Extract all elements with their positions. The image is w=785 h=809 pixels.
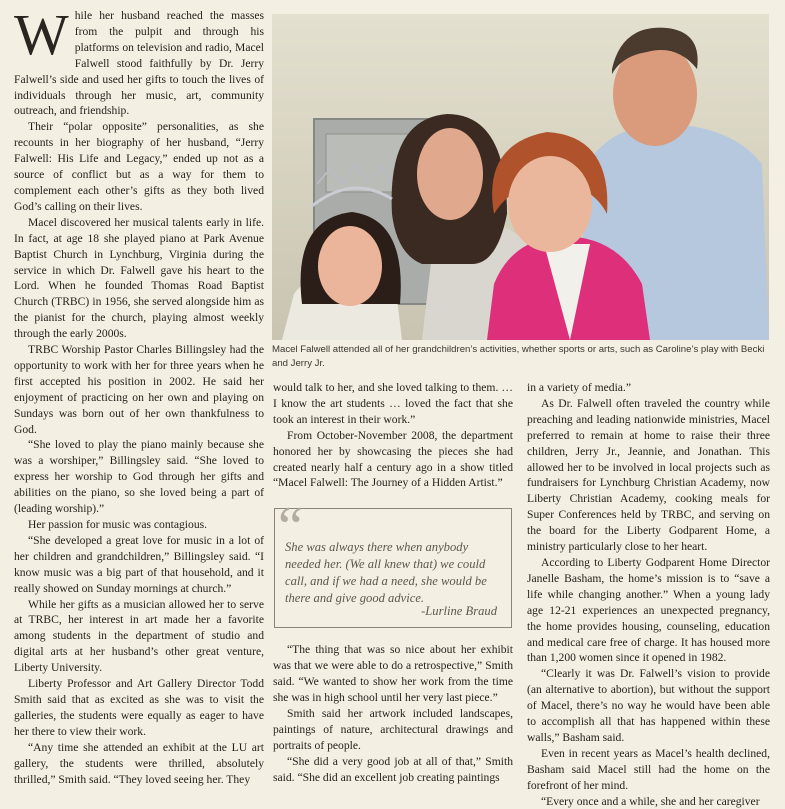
paragraph: TRBC Worship Pastor Charles Billingsley had the opportunity to work with her for three years when he first accepted his position in 2002. He said her enjoyment of practicing on her own and playing on Sundays was born out of her own thankfulness to God. bbox=[14, 343, 264, 436]
paragraph: would talk to her, and she loved talking to them. … I know the art students … loved the fact that she took an interest in their work.” bbox=[273, 381, 513, 426]
paragraph: in a variety of media.” bbox=[527, 381, 631, 394]
paragraph-text: hile her husband reached the masses from the pulpit and through his platforms on television and radio, Macel Falwell stood faithfully by Dr. Jerry Falwell’s side and used her gifts to touch the lives of individuals through her music, art, community outreach, and friendship. bbox=[14, 9, 264, 118]
paragraph: Liberty Professor and Art Gallery Director Todd Smith said that as excited as she was to visit the galleries, the students were equally as eager to have her there to view their work. bbox=[14, 677, 264, 738]
paragraph: Macel discovered her musical talents early in life. In fact, at age 18 she played piano at Park Avenue Baptist Church in Lynchburg, Virginia during the service in which Dr. Falwell gave his heart to the Lord. When he founded Thomas Road Baptist Church (TRBC) in 1956, she served alongside him as the pianist for the church, playing almost weekly through the early 2000s. bbox=[14, 215, 264, 341]
paragraph: “She loved to play the piano mainly because she was a worshiper,” Billingsley said. “She loved to express her worship to God through her gifts and abilities on the piano, so she loved being a part of (leading worship).” bbox=[14, 438, 264, 516]
paragraph: “Every once and a while, she and her caregiver bbox=[541, 794, 760, 808]
paragraph: As Dr. Falwell often traveled the country while preaching and leading nationwide ministries, Macel preferred to remain at home to raise their three children, Jerry Jr., Jeannie, and Jonathan. This allowed her to be involved in local projects such as fundraisers for Lynchburg Christian Academy, now Liberty Christian Academy, cooking meals for Super Conferences held by TRBC, and serving on the board for the Liberty Godparent Home, a ministry particularly close to her heart. bbox=[527, 396, 770, 554]
paragraph: Their “polar opposite” personalities, as she recounts in her biography of her husband, “Jerry Falwell: His Life and Legacy,” ended up not as a source of conflict but as a way for them to complement each other’s gifts as they both lived God’s calling on their lives. bbox=[14, 120, 264, 213]
family-photo bbox=[272, 14, 769, 340]
article-column-1 bbox=[14, 2, 264, 787]
article-column-3 bbox=[527, 380, 770, 809]
paragraph: “Any time she attended an exhibit at the LU art gallery, the students were thrilled, absolutely thrilled,” Smith said. “They loved seeing her. They bbox=[14, 740, 264, 786]
paragraph: “The thing that was so nice about her exhibit was that we were able to do a retrospective,” Smith said. “We wanted to show her work from the time she was in high school until her very last piece.” bbox=[273, 643, 513, 705]
paragraph: While her gifts as a musician allowed her to serve at TRBC, her interest in art made her a favorite among students in the department of studio and digital arts at her husband’s other great venture, Liberty University. bbox=[14, 597, 264, 675]
pull-quote-text: She was always there when anybody needed her. (We all knew that) we could call, and if we had a need, she would be there and give good advice. bbox=[285, 540, 487, 605]
quote-mark-icon: “ bbox=[278, 496, 303, 558]
paragraph: According to Liberty Godparent Home Director Janelle Basham, the home’s mission is to “save a life while changing another.” When a young lady age 12-21 experiences an unexpected pregnancy, the home provides housing, counseling, education and medical care free of charge. It has housed more than 1,200 women since it opened in 1982. bbox=[527, 555, 770, 665]
pull-quote bbox=[274, 496, 512, 628]
drop-cap: W bbox=[14, 2, 69, 67]
paragraph: From October-November 2008, the department honored her by showcasing the pieces she had created nearly half a century ago in a show titled “Macel Falwell: The Journey of a Hidden Artist.” bbox=[273, 428, 513, 490]
paragraph: Her passion for music was contagious. bbox=[28, 518, 208, 531]
paragraph: “Clearly it was Dr. Falwell’s vision to provide (an alternative to abortion), but without the support of Macel, there’s no way he would have been able to accomplish all that has happened within these walls,” Basham said. bbox=[527, 667, 770, 744]
paragraph: “She did a very good job at all of that,” Smith said. “She did an excellent job creating paintings bbox=[273, 754, 513, 784]
family-photo-illustration bbox=[272, 14, 769, 340]
photo-caption: Macel Falwell attended all of her grandchildren’s activities, whether sports or arts, such as Caroline’s play with Becki and Jerry Jr. bbox=[272, 344, 765, 369]
paragraph: Even in recent years as Macel’s health declined, Basham said Macel still had the home on the forefront of her mind. bbox=[527, 746, 770, 792]
pull-quote-attribution: -Lurline Braud bbox=[421, 604, 497, 618]
paragraph: Smith said her artwork included landscapes, paintings of nature, architectural drawings and portraits of people. bbox=[273, 706, 513, 752]
lead-paragraph bbox=[14, 2, 264, 119]
paragraph: “She developed a great love for music in a lot of her children and grandchildren,” Billingsley said. “I know music was a big part of that household, and it really showed on Sunday mornings at church.” bbox=[14, 533, 264, 595]
